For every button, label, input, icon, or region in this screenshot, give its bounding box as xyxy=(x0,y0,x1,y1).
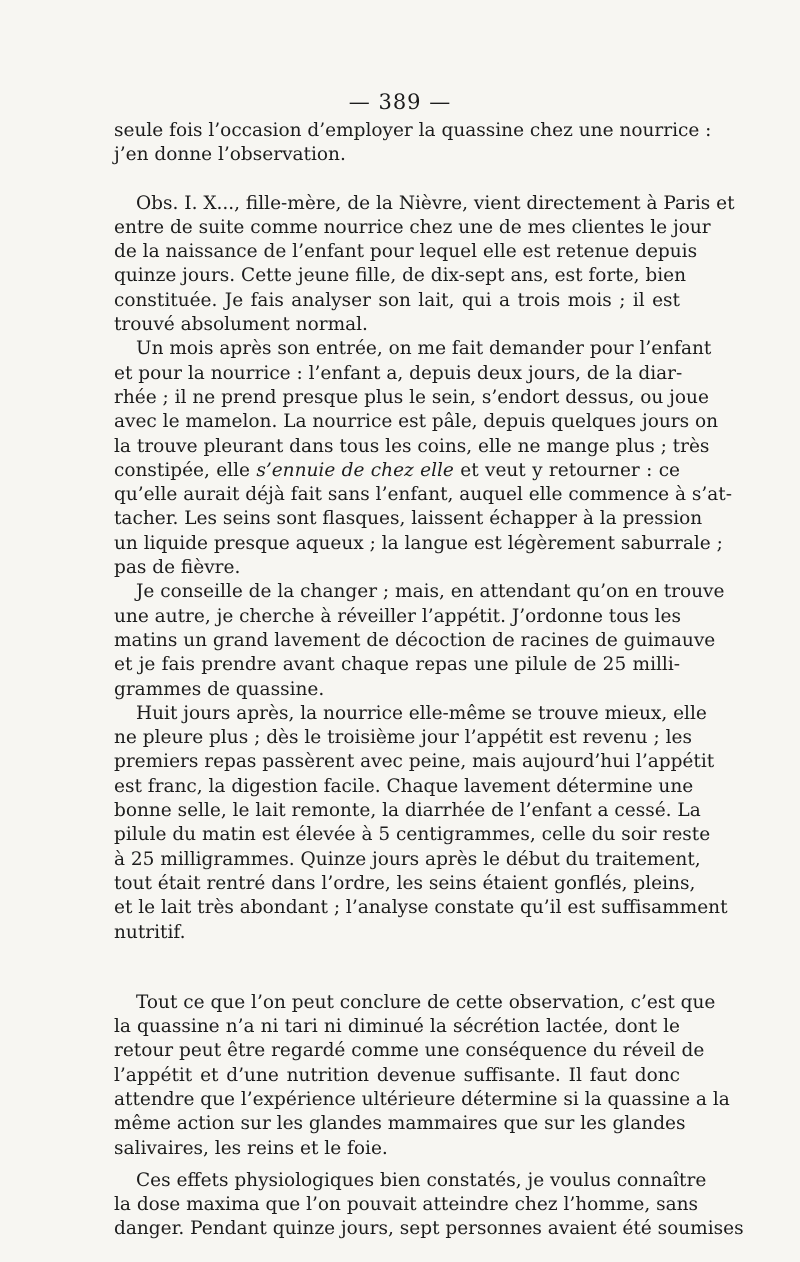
text-line: rhée ; il ne prend presque plus le sein, s’endort dessus, ou joue xyxy=(114,386,709,408)
text-line: pilule du matin est élevée à 5 centigrammes, celle du soir reste xyxy=(114,824,711,846)
text-line: Huit jours après, la nourrice elle-même se trouve mieux, elle xyxy=(136,702,707,724)
text-line: attendre que l’expérience ultérieure détermine si la quassine a la xyxy=(114,1088,730,1110)
text-line: la trouve pleurant dans tous les coins, elle ne mange plus ; très xyxy=(114,435,710,457)
text-line: Ces effets physiologiques bien constatés, je voulus connaître xyxy=(136,1169,707,1191)
text-line: constituée. Je fais analyser son lait, qui a trois mois ; il est xyxy=(114,289,680,311)
text-line: et je fais prendre avant chaque repas une pilule de 25 milli- xyxy=(114,654,680,676)
paragraph xyxy=(114,119,712,168)
text-line: qu’elle aurait déjà fait sans l’enfant, auquel elle commence à s’at- xyxy=(114,484,732,506)
text-line: entre de suite comme nourrice chez une de mes clientes le jour xyxy=(114,216,711,238)
text-line: l’appétit et d’une nutrition devenue suffisante. Il faut donc xyxy=(114,1064,680,1086)
text-line: Obs. I. X..., fille-mère, de la Nièvre, vient directement à Paris et xyxy=(136,192,735,214)
text-line: trouvé absolument normal. xyxy=(114,314,368,336)
paragraph xyxy=(114,991,730,1161)
text-line: même action sur les glandes mammaires que sur les glandes xyxy=(114,1113,686,1135)
text-line: seule fois l’occasion d’employer la quassine chez une nourrice : xyxy=(114,120,712,141)
text-line: danger. Pendant quinze jours, sept personnes avaient été soumises xyxy=(114,1218,744,1240)
text-line: Un mois après son entrée, on me fait demander pour l’enfant xyxy=(136,338,712,360)
text-line: et le lait très abondant ; l’analyse constate qu’il est suffisamment xyxy=(114,897,728,919)
text-segment: et veut y retourner : ce xyxy=(460,459,681,481)
text-line: Tout ce que l’on peut conclure de cette observation, c’est que xyxy=(136,991,716,1013)
text-line: pas de fièvre. xyxy=(114,557,241,579)
text-line: Je conseille de la changer ; mais, en attendant qu’on en trouve xyxy=(136,581,725,603)
text-line: la dose maxima que l’on pouvait atteindre chez l’homme, sans xyxy=(114,1194,699,1216)
text-line: et pour la nourrice : l’enfant a, depuis deux jours, de la diar- xyxy=(114,362,683,384)
paragraph xyxy=(114,580,725,701)
text-line: grammes de quassine. xyxy=(114,678,325,700)
paragraph xyxy=(114,1169,744,1242)
text-line: tacher. Les seins sont flasques, laissent échapper à la pression xyxy=(114,508,703,530)
text-line: premiers repas passèrent avec peine, mais aujourd’hui l’appétit xyxy=(114,751,715,773)
text-line: à 25 milligrammes. Quinze jours après le début du traitement, xyxy=(114,848,701,870)
paragraph xyxy=(114,337,732,580)
text-line: retour peut être regardé comme une conséquence du réveil de xyxy=(114,1040,705,1062)
text-line: ne pleure plus ; dès le troisième jour l’appétit est revenu ; les xyxy=(114,727,692,749)
text-line: matins un grand lavement de décoction de racines de guimauve xyxy=(114,629,716,651)
text-line: un liquide presque aqueux ; la langue est légèrement saburrale ; xyxy=(114,532,723,554)
text-line: bonne selle, le lait remonte, la diarrhée de l’enfant a cessé. La xyxy=(114,800,701,822)
paragraph xyxy=(114,192,735,338)
body-text xyxy=(114,119,744,1242)
italic-phrase: s’ennuie de chez elle xyxy=(256,459,454,481)
paragraph xyxy=(114,702,728,945)
text-line: avec le mamelon. La nourrice est pâle, depuis quelques jours on xyxy=(114,411,719,433)
text-line: de la naissance de l’enfant pour lequel elle est retenue depuis xyxy=(114,241,698,263)
text-line: j’en donne l’observation. xyxy=(114,144,346,166)
text-line: tout était rentré dans l’ordre, les seins étaient gonflés, pleins, xyxy=(114,872,696,894)
text-line: la quassine n’a ni tari ni diminué la sécrétion lactée, dont le xyxy=(114,1016,680,1038)
text-line: une autre, je cherche à réveiller l’appétit. J’ordonne tous les xyxy=(114,605,681,627)
text-line: quinze jours. Cette jeune fille, de dix-sept ans, est forte, bien xyxy=(114,265,687,287)
text-line: est franc, la digestion facile. Chaque lavement détermine une xyxy=(114,775,694,797)
text-segment: constipée, elle xyxy=(114,459,250,481)
text-line-mixed xyxy=(114,459,680,483)
text-line: salivaires, les reins et le foie. xyxy=(114,1137,388,1159)
page-number: — 389 — xyxy=(348,90,452,114)
text-line: nutritif. xyxy=(114,921,186,943)
